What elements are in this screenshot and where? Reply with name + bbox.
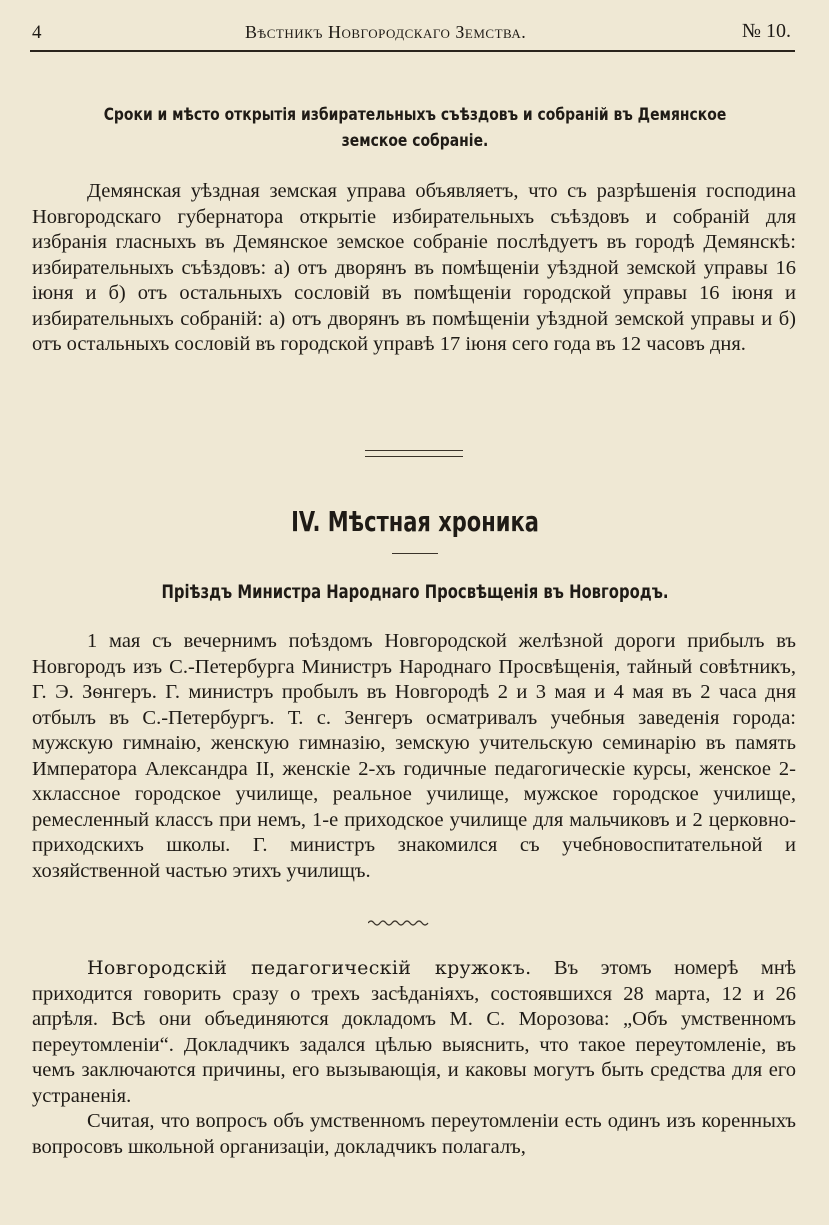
pedagogical-circle-body [32,956,796,1160]
header-rule [30,50,795,52]
announcement-body [32,179,796,358]
announcement-title: Сроки и мѣсто открытія избирательныхъ съѣздовъ и собраній въ Демянское земское собраніе. [103,105,727,151]
single-rule-divider [392,553,438,554]
journal-title: Вѣстникъ Новгородскаго Земства. [245,22,527,42]
issue-number: № 10. [741,20,791,42]
running-header [30,14,795,48]
announcement-paragraph: Демянская уѣздная земская управа объявляетъ, что съ разрѣшенія господина Новгородскаго губернатора открытіе избирательныхъ съѣздовъ и собраній для избранія гласныхъ въ Демянское земское собраніе послѣдуетъ въ городѣ Демянскѣ: избирательныхъ съѣздовъ: а) отъ дворянъ въ помѣщеніи уѣздной земской управы 16 іюня и б) отъ остальныхъ сословій въ помѣщеніи городской управы 16 іюня и избирательныхъ собраній: а) отъ дворянъ въ помѣщеніи уѣздной земской управы и б) отъ остальныхъ сословій въ городской управѣ 17 іюня сего года въ 12 часовъ дня. [32,180,796,355]
double-rule-divider [365,450,463,457]
minister-visit-body [32,629,796,884]
circle-paragraph-1 [32,956,796,1109]
section-title: IV. Мѣстная хроника [291,505,539,538]
wavy-divider [368,918,430,928]
circle-lead-in: Новгородскій педагогическій кружокъ. [87,957,532,979]
circle-paragraph-1-text: Въ этомъ номерѣ мнѣ приходится говорить сразу о трехъ засѣданіяхъ, состоявшихся 28 марта, 12 и 26 апрѣля. Всѣ они объединяются докладомъ М. С. Морозова: „Объ умственномъ переутомленіи“. Докладчикъ задался цѣлью выяснить, что такое переутомленіе, въ чемъ заключаются причины, его вызывающія, и каковы могутъ быть средства для его устраненія. [32,957,796,1107]
circle-paragraph-2: Считая, что вопросъ объ умственномъ переутомленіи есть одинъ изъ коренныхъ вопросовъ школьной организаціи, докладчикъ полагалъ, [32,1110,796,1158]
minister-visit-paragraph: 1 мая съ вечернимъ поѣздомъ Новгородской желѣзной дороги прибылъ въ Новгородъ изъ С.-Петербурга Министръ Народнаго Просвѣщенія, тайный совѣтникъ, Г. Э. Зѳнгеръ. Г. министръ пробылъ въ Новгородѣ 2 и 3 мая и 4 мая въ 2 часа дня отбылъ въ С.-Петербургъ. Т. с. Зенгеръ осматривалъ учебныя заведенія города: мужскую гимнаію, женскую гимназію, земскую учительскую семинарію въ память Императора Александра II, женскіе 2-хъ годичные педагогическіе курсы, женское 2-хклассное городское училище, реальное училище, мужское городское училище, ремесленный классъ при немъ, 1-е приходское училище для мальчиковъ и 2 церковно-приходскихъ школы. Г. министръ знакомился съ учебновоспитательной и хозяйственной частью этихъ училищъ. [32,630,796,882]
page-number: 4 [32,22,42,43]
article-title: Пріѣздъ Министра Народнаго Просвѣщенія въ Новгородъ. [161,581,669,603]
